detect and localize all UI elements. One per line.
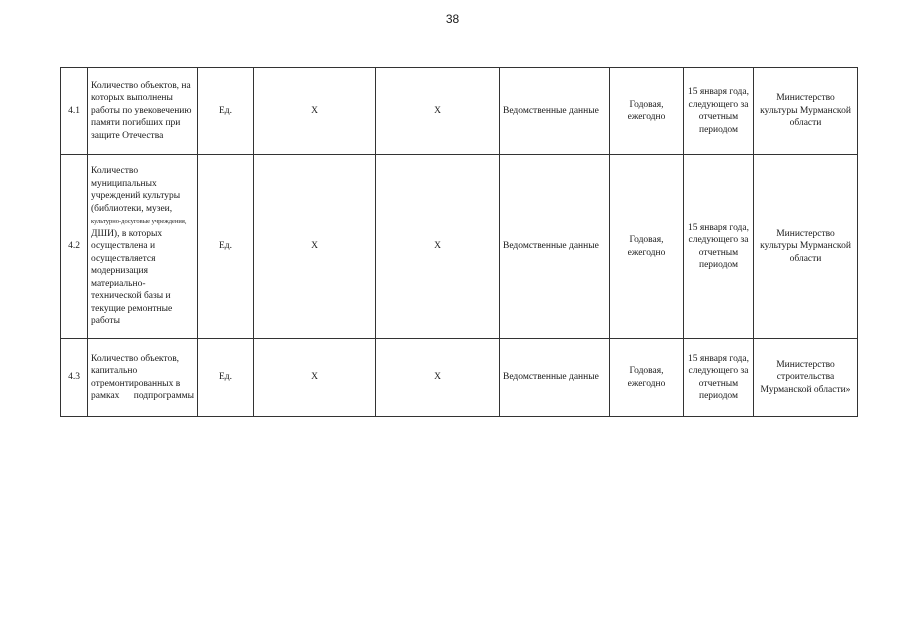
indicator-name (88, 155, 198, 339)
row-number: 4.1 (61, 68, 88, 155)
page-number: 38 (445, 12, 460, 26)
data-source: Ведомственные данные (500, 339, 610, 417)
periodicity: Годовая, ежегодно (610, 339, 684, 417)
table-row (61, 155, 858, 339)
indicator-name: Количество объектов, на которых выполнены работы по увековечению памяти погибших при защите Отечества (88, 68, 198, 155)
periodicity: Годовая, ежегодно (610, 155, 684, 339)
x-cell-2: Х (376, 68, 500, 155)
unit-cell: Ед. (198, 339, 254, 417)
periodicity: Годовая, ежегодно (610, 68, 684, 155)
data-source: Ведомственные данные (500, 68, 610, 155)
row-number: 4.2 (61, 155, 88, 339)
row-number: 4.3 (61, 339, 88, 417)
responsible-body: Министерство культуры Мурманской области (754, 155, 858, 339)
data-source: Ведомственные данные (500, 155, 610, 339)
table-row (61, 339, 858, 417)
x-cell-1: Х (254, 68, 376, 155)
x-cell-2: Х (376, 155, 500, 339)
indicator-name: Количество объектов, капитально отремонтированных в рамках подпрограммы (88, 339, 198, 417)
table-row (61, 68, 858, 155)
deadline: 15 января года, следующего за отчетным периодом (684, 155, 754, 339)
x-cell-1: Х (254, 339, 376, 417)
unit-cell: Ед. (198, 68, 254, 155)
deadline: 15 января года, следующего за отчетным периодом (684, 339, 754, 417)
indicators-table (60, 67, 858, 417)
x-cell-1: Х (254, 155, 376, 339)
deadline: 15 января года, следующего за отчетным периодом (684, 68, 754, 155)
responsible-body: Министерство строительства Мурманской области» (754, 339, 858, 417)
indicator-name-part1: Количество муниципальных учреждений культуры (библиотеки, музеи, (91, 166, 181, 214)
responsible-body: Министерство культуры Мурманской области (754, 68, 858, 155)
x-cell-2: Х (376, 339, 500, 417)
indicator-name-part3: ДШИ), в которых осуществлена и осуществляется модернизация материально-технической базы и текущие ремонтные работы (91, 228, 173, 327)
indicator-name-part2: культурно-досуговые учреждения, (91, 218, 187, 226)
unit-cell: Ед. (198, 155, 254, 339)
